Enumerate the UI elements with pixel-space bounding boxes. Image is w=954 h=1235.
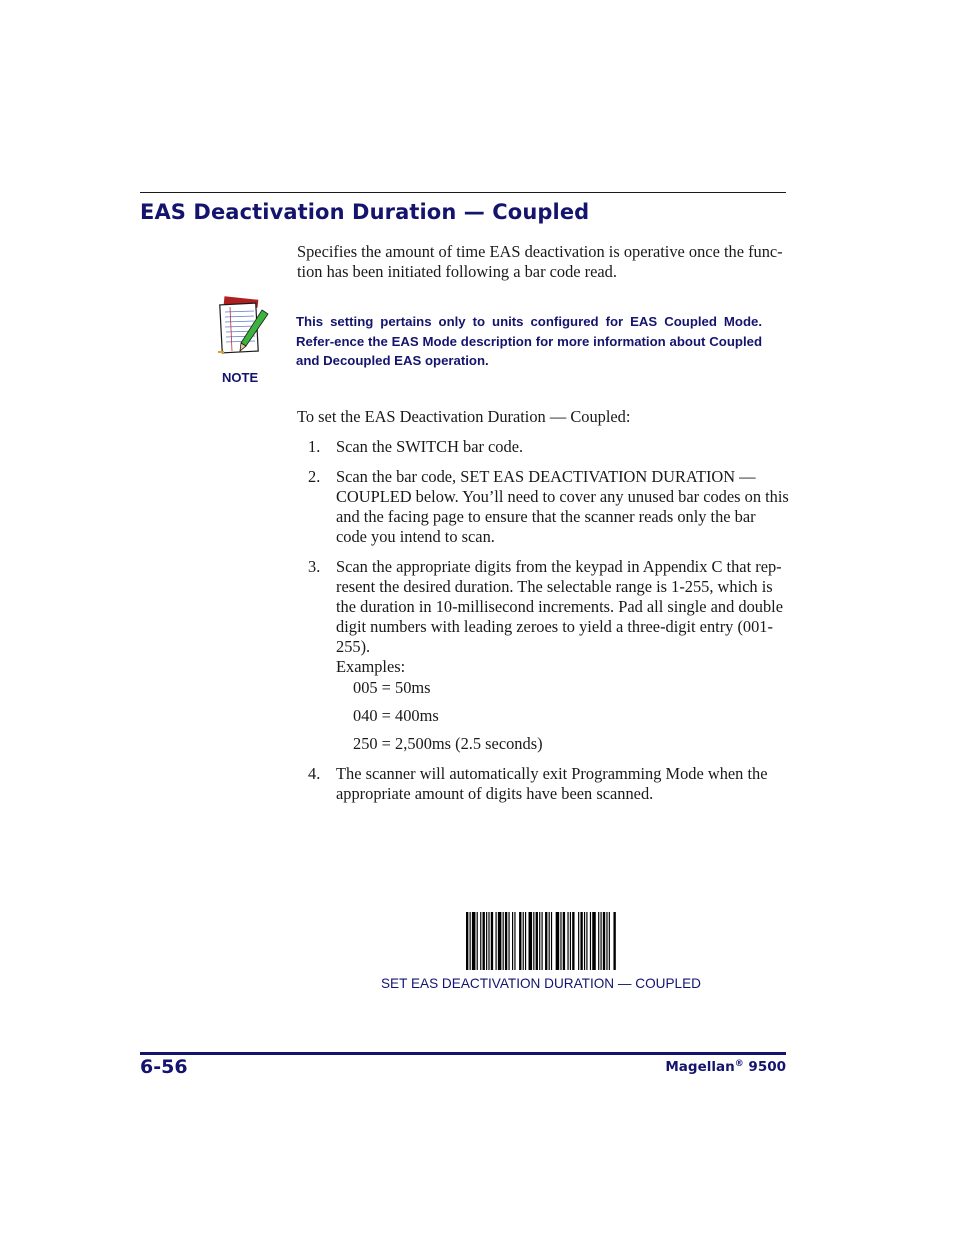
barcode-bar (508, 912, 509, 970)
barcode-bar (598, 912, 599, 970)
barcode-bar (586, 912, 587, 970)
barcode-bar (525, 912, 526, 970)
bottom-rule (140, 1052, 786, 1055)
intro-paragraph: Specifies the amount of time EAS deactivation is operative once the func-tion has been initiated following a bar code read. (297, 242, 783, 281)
note-text: This setting pertains only to units configured for EAS Coupled Mode. Refer-ence the EAS Mode description for more information about Coupled and Decoupled EAS operation. (296, 314, 762, 368)
step-text: Scan the bar code, SET EAS DEACTIVATION DURATION — COUPLED below. You’ll need to cover any unused bar codes on this and the facing page to ensure that the scanner reads only the bar code you intend to scan. (336, 467, 789, 546)
procedure-lead: To set the EAS Deactivation Duration — Coupled: (297, 407, 631, 426)
procedure-steps (297, 437, 789, 814)
step-number: 4. (308, 764, 321, 783)
barcode-bar (603, 912, 605, 970)
barcode-bar (488, 912, 489, 970)
barcode-image (466, 912, 617, 970)
barcode-bar (580, 912, 582, 970)
barcode-bar (551, 912, 552, 970)
barcode-bar (556, 912, 560, 970)
barcode-bar (542, 912, 543, 970)
barcode-bar (563, 912, 565, 970)
section-title: EAS Deactivation Duration — Coupled (140, 200, 590, 224)
list-item (297, 467, 789, 547)
barcode-bar (539, 912, 540, 970)
example-value: 040 = 400ms (353, 706, 439, 725)
barcode-bar (466, 912, 468, 970)
barcode-bar (480, 912, 481, 970)
barcode-bar (606, 912, 607, 970)
barcode-bar (519, 912, 521, 970)
notepad-pencil-icon (214, 296, 270, 356)
barcode-bar (503, 912, 504, 970)
step-number: 2. (308, 467, 321, 486)
barcode-bar (477, 912, 478, 970)
barcode-bar (592, 912, 596, 970)
list-item (297, 557, 789, 754)
example-value: 250 = 2,500ms (2.5 seconds) (353, 734, 543, 753)
step-text: Scan the appropriate digits from the keypad in Appendix C that rep-resent the desired duration. The selectable range is 1-255, which is the duration in 10-millisecond increments. Pad all single and double digit numbers with leading zeroes to yield a three-digit entry (001-255). (336, 557, 784, 656)
barcode-bar (512, 912, 513, 970)
step-number: 1. (308, 437, 321, 456)
barcode-bar (584, 912, 585, 970)
barcode-bar (578, 912, 579, 970)
barcode-bar (567, 912, 568, 970)
barcode-bar (545, 912, 547, 970)
top-rule (140, 192, 786, 193)
barcode-bar (505, 912, 507, 970)
note-label: NOTE (222, 370, 259, 385)
barcode-bar (549, 912, 550, 970)
list-item (297, 764, 789, 804)
barcode-bar (498, 912, 502, 970)
registered-mark: ® (734, 1059, 744, 1069)
product-model: 9500 (748, 1059, 786, 1075)
barcode-bar (590, 912, 591, 970)
barcode-bar (560, 912, 561, 970)
barcode-bar (483, 912, 485, 970)
barcode-bar (572, 912, 574, 970)
barcode-bar (495, 912, 496, 970)
barcode-bar (570, 912, 571, 970)
barcode-caption: SET EAS DEACTIVATION DURATION — COUPLED (380, 976, 701, 991)
list-item (297, 437, 789, 457)
product-name (665, 1059, 786, 1075)
product-brand: Magellan (665, 1059, 735, 1075)
example-value: 005 = 50ms (353, 678, 431, 697)
barcode-bar (514, 912, 515, 970)
page-number: 6-56 (140, 1056, 188, 1078)
barcode-bar (609, 912, 610, 970)
barcode-bar (491, 912, 493, 970)
barcode-bar (523, 912, 524, 970)
examples-label: Examples: (336, 657, 406, 676)
barcode-bar (529, 912, 533, 970)
barcode-bar (486, 912, 487, 970)
step-text: Scan the SWITCH bar code. (336, 437, 524, 456)
barcode-bar (613, 912, 615, 970)
barcode-bar (600, 912, 601, 970)
barcode-bar (472, 912, 476, 970)
barcode-bar (536, 912, 538, 970)
barcode-bar (533, 912, 534, 970)
step-number: 3. (308, 557, 321, 576)
step-text: The scanner will automatically exit Programming Mode when the appropriate amount of digits have been scanned. (336, 764, 768, 803)
barcode-bar (470, 912, 471, 970)
